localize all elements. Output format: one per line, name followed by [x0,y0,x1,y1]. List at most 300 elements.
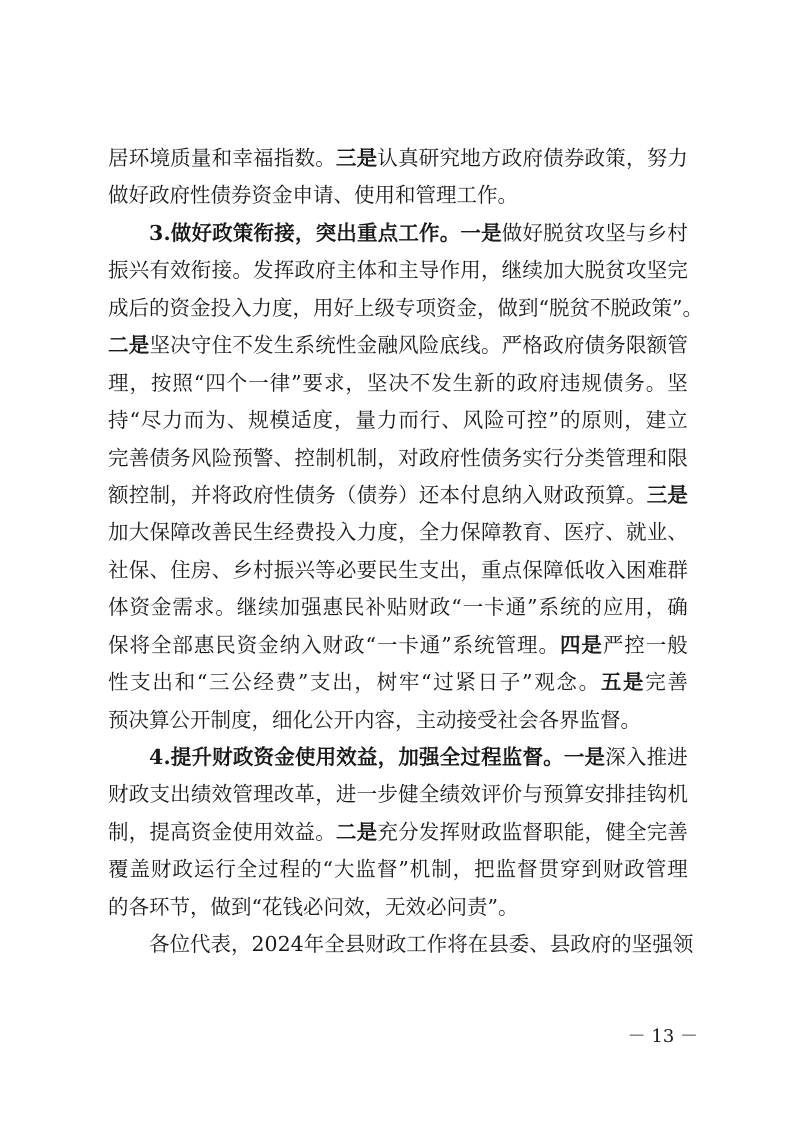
text-char: 控 [294,445,315,470]
text-char: 费 [294,520,315,545]
text-char: 。 [578,670,600,695]
text-char: ， [645,595,667,620]
text-char: 公 [313,707,334,732]
text-char: 。 [315,819,336,844]
text-char: 资 [436,295,457,320]
text-char: 0 [264,932,278,957]
text-char: ， [128,819,150,844]
text-char: 程 [279,857,301,882]
text-char: 性 [335,333,357,358]
text-char: 债 [602,370,624,395]
text-char: 监 [501,745,523,769]
text-char: 社 [108,557,129,582]
text-char: 发 [253,258,274,283]
text-char: 。 [215,595,236,620]
text-char: 民 [232,520,253,545]
text-char: 底 [439,333,460,358]
text-char: 金 [456,295,477,320]
text-char: 完 [108,445,129,470]
text-char: 警 [253,445,274,470]
text-char: 本 [439,482,460,507]
text-char: 需 [172,595,193,620]
text-line [108,365,688,402]
text-char: 府 [538,370,559,395]
text-char: 专 [395,295,416,320]
text-char: 行 [543,445,564,470]
text-char: 障 [480,520,502,545]
text-char: 券 [231,183,252,208]
text-char: 和 [174,670,196,695]
text-char: 政 [294,258,315,283]
text-line [108,290,703,327]
text-char: 做 [497,295,518,320]
text-char: 力 [356,520,378,545]
text-char: 贫 [563,220,585,245]
text-line [108,814,688,851]
text-char: 育 [522,520,543,545]
text-char: 、 [441,408,462,433]
text-char: 境 [149,146,170,170]
text-char: 般 [667,632,688,657]
text-char: 系 [538,595,559,620]
text-char: ， [294,220,316,245]
text-char: 保 [128,557,150,582]
text-char: 民 [215,632,236,657]
text-char: 资 [236,632,258,657]
text-char: 深 [605,745,626,769]
text-char: 机 [667,782,688,807]
text-char: 力 [376,408,398,433]
text-char: 额 [646,333,668,358]
text-char: 不 [589,295,611,320]
text-char: “ [451,595,462,620]
text-char: 统 [315,333,336,358]
text-char: 务 [624,370,645,395]
text-char: 支 [149,782,170,807]
text-char: 和 [395,183,416,208]
text-char: 坚 [366,370,388,395]
text-char: 务 [605,333,626,358]
text-char: 县 [344,932,366,957]
text-char: 财 [602,857,624,882]
text-char: 一 [460,220,481,245]
text-char: 规 [248,408,269,433]
text-line [108,889,688,926]
text-char: ， [398,520,419,545]
text-char: 政 [624,857,645,882]
text-char: 是 [623,670,644,695]
text-char: ” [441,632,452,657]
text-char: ， [395,707,416,732]
text-char: 政 [232,482,253,507]
text-char: 息 [480,482,502,507]
text-char: 、 [149,557,170,582]
text-char: 性 [108,670,129,695]
text-char: 工 [456,183,477,208]
text-char: ） [398,482,419,507]
text-char: 必 [302,894,324,919]
text-char: 债 [294,482,315,507]
text-char: 新 [474,370,495,395]
text-char: 全 [150,632,172,657]
text-char: 额 [108,482,129,507]
text-char: 环 [128,146,150,170]
text-char: 用 [460,258,481,283]
text-char: 管 [415,183,436,208]
text-char: 、 [529,932,550,957]
text-char: 价 [501,782,523,807]
text-char: 接 [456,707,477,732]
text-char: 树 [376,670,398,695]
text-char: 细 [272,707,293,732]
text-char: 监 [501,819,523,844]
text-char: 政 [480,819,502,844]
text-char: 生 [452,370,474,395]
text-char: 上 [354,295,375,320]
text-char: 投 [210,295,231,320]
text-char: 支 [418,557,440,582]
text-char: 是 [356,819,378,844]
text-char: 险 [211,445,233,470]
text-char: 2 [277,932,291,957]
text-char: 管 [667,333,688,358]
text-char: 就 [625,520,647,545]
text-char: 二 [108,333,129,358]
text-char: 严 [602,632,624,657]
text-char: 财 [108,782,129,807]
text-char: 财 [365,932,386,957]
text-char: 督 [517,857,538,882]
text-char: 则 [602,408,624,433]
text-char: 债 [584,333,606,358]
text-char: 预 [543,782,564,807]
text-char: 益 [356,745,378,769]
text-line [108,327,688,364]
text-char: 政 [501,146,523,170]
text-char: 进 [335,782,357,807]
text-char: ， [170,482,191,507]
text-char: 有 [149,258,170,283]
text-line [108,702,688,739]
text-char: 一 [248,370,269,395]
text-char: ， [477,295,498,320]
text-line [108,477,688,514]
text-char: 金 [190,295,211,320]
text-char: 一 [563,745,585,769]
text-char: 健 [398,782,419,807]
text-char: 制 [431,857,452,882]
text-char: ， [377,445,398,470]
text-char: 重 [480,557,502,582]
text-char: 坚 [631,932,653,957]
text-line [108,776,688,813]
text-char: 。 [645,370,667,395]
text-char: 能 [563,819,585,844]
text-char: 的 [149,295,170,320]
text-char: 券 [563,146,585,170]
text-char: 提 [170,745,192,769]
text-char: 4 [149,745,164,769]
text-char: 入 [522,482,543,507]
text-char: 钱 [282,894,303,919]
text-char: 步 [377,782,398,807]
text-char: 度 [312,408,334,433]
text-char: 为 [205,408,226,433]
text-char: 尽 [140,408,162,433]
text-char: ， [625,146,647,170]
text-line [108,552,688,589]
text-char: 政 [232,745,254,769]
text-char: 决 [170,333,191,358]
text-char: 。 [682,295,703,320]
text-char: 攻 [625,258,647,283]
text-char: 念 [556,670,577,695]
text-char: “ [421,670,432,695]
text-char: 的 [108,894,129,919]
text-char: “ [196,670,208,695]
text-char: 群 [667,557,688,582]
text-char: 理 [436,183,457,208]
text-char: 民 [343,595,365,620]
text-char: 模 [269,408,291,433]
text-line [108,627,688,664]
page-number: － 13 － [627,1026,698,1047]
text-char: 3 [149,220,164,245]
text-char: 过 [433,670,454,695]
text-char: 绩 [190,782,212,807]
text-char: 求 [193,595,215,620]
text-char: 效 [460,782,481,807]
text-char: 的 [495,370,517,395]
text-char: ， [251,707,272,732]
text-char: “ [322,857,334,882]
text-char: 求 [323,370,345,395]
text-char: 量 [190,146,212,170]
text-char: 成 [108,295,129,320]
text-char: 五 [600,670,622,695]
text-char: 策 [651,295,672,320]
text-char: 性 [273,482,295,507]
text-char: 突 [315,220,337,245]
text-char: 纳 [501,482,523,507]
text-char: 一 [462,595,484,620]
text-char: 府 [253,482,274,507]
text-char: 过 [460,745,481,769]
text-char: 开 [190,707,211,732]
text-char: 督 [522,745,543,769]
text-char: 理 [253,782,274,807]
text-char: 与 [522,782,543,807]
text-char: 照 [172,370,193,395]
text-char: ， [452,857,474,882]
text-char: 制 [210,707,231,732]
text-char: 县 [549,932,571,957]
text-char: 算 [605,482,626,507]
text-char: 益 [294,819,315,844]
text-char: 保 [460,520,481,545]
text-char: 等 [315,557,336,582]
text-char: 。 [439,220,461,245]
text-char: 职 [543,819,564,844]
text-char: 分 [563,445,585,470]
text-char: ” [487,894,498,919]
text-char: 点 [501,557,523,582]
text-char: 贫 [605,258,626,283]
text-char: 管 [645,857,667,882]
text-line [108,177,688,214]
text-char: 惠 [322,595,344,620]
text-line [108,440,688,477]
text-char: 指 [273,146,295,170]
text-line [108,215,688,252]
text-char: 财 [212,745,233,769]
text-char: 全 [324,932,345,957]
text-char: 强 [652,932,673,957]
text-char: ， [231,932,252,957]
text-char: 经 [273,520,295,545]
text-line [108,926,694,963]
text-char: 务 [170,445,191,470]
text-char: 严 [501,333,523,358]
text-char: 效 [211,782,233,807]
text-line [108,664,688,701]
text-char: 适 [291,408,312,433]
text-char: 三 [646,482,668,507]
text-char: 4 [290,932,304,957]
text-char: 是 [667,482,688,507]
text-char: 生 [273,333,295,358]
text-char: 可 [505,408,527,433]
text-char: 策 [232,220,254,245]
text-char: 一 [645,632,667,657]
text-char: 预 [584,482,606,507]
text-char: 性 [460,445,481,470]
text-char: 革 [294,782,315,807]
text-char: 公 [231,670,252,695]
text-char: 充 [377,819,398,844]
text-char: 。 [480,333,502,358]
text-char: 必 [425,894,447,919]
document-body [108,140,703,964]
text-char: 还 [418,482,440,507]
text-char: 风 [462,408,484,433]
text-char: 与 [625,220,647,245]
text-char: 善 [128,445,150,470]
text-char: 到 [581,857,602,882]
text-char: 和 [646,445,668,470]
text-char: 障 [170,520,191,545]
text-char: 将 [447,932,468,957]
text-char: 难 [646,557,668,582]
text-char: 督 [600,707,621,732]
text-char: 继 [236,595,258,620]
text-char: 贯 [538,857,559,882]
text-char: 医 [563,520,585,545]
text-char: 政 [517,370,538,395]
text-char: 保 [149,520,170,545]
text-char: ， [345,370,366,395]
text-char: 工 [398,220,419,245]
text-char: 作 [439,258,460,283]
text-char: . [163,745,171,769]
text-char: 用 [374,183,395,208]
text-char: 督 [522,819,543,844]
text-char: 牢 [398,670,420,695]
text-char: 民 [377,557,398,582]
text-char: 全 [418,782,440,807]
text-char: 策 [605,146,626,170]
text-char: 、 [333,183,354,208]
text-char: 业 [646,520,668,545]
text-char: 环 [149,894,170,919]
text-char: 政 [385,932,407,957]
text-char: 分 [398,819,419,844]
text-char: 的 [301,857,322,882]
text-char: 发 [418,819,440,844]
text-char: 。 [497,183,518,208]
text-char: 。 [232,258,253,283]
text-char: 限 [625,333,647,358]
text-char: 类 [584,445,606,470]
text-char: 统 [474,632,495,657]
text-char: 低 [563,557,585,582]
text-char: 大 [563,258,585,283]
text-char: 算 [563,782,585,807]
text-char: 融 [377,333,398,358]
text-char: 、 [543,520,564,545]
text-char: 资 [129,595,150,620]
text-char: 好 [128,183,149,208]
text-char: 做 [210,894,231,919]
text-char: 观 [534,670,555,695]
text-char: 四 [205,370,226,395]
text-char: 管 [495,632,517,657]
text-char: 各 [128,894,149,919]
text-char: 风 [398,333,419,358]
text-char: 险 [484,408,505,433]
text-char: 挥 [439,819,460,844]
text-char: ， [315,782,336,807]
text-char: 把 [474,857,495,882]
text-char: 表 [210,932,231,957]
text-char: 务 [315,482,336,507]
text-char: 会 [518,707,539,732]
text-char: 用 [315,745,337,769]
text-char: 按 [150,370,172,395]
text-char: 系 [452,632,474,657]
text-char: 挂 [625,782,647,807]
text-char: 个 [226,370,248,395]
text-char: 。 [497,894,519,919]
text-char: ， [584,819,606,844]
text-char: 住 [170,557,191,582]
text-char: 全 [418,520,440,545]
text-char: 和 [211,146,233,170]
text-char: 接 [211,258,233,283]
text-char: 金 [211,819,233,844]
text-char: 程 [481,745,502,769]
text-char: 容 [374,707,395,732]
text-char: 惠 [193,632,215,657]
text-char: 府 [315,258,336,283]
text-char: 方 [480,146,502,170]
text-char: 将 [129,632,150,657]
text-char: 盖 [129,857,150,882]
text-char: 制 [108,819,129,844]
text-char: 改 [190,520,212,545]
text-char: 督 [376,857,398,882]
text-char: 困 [625,557,647,582]
